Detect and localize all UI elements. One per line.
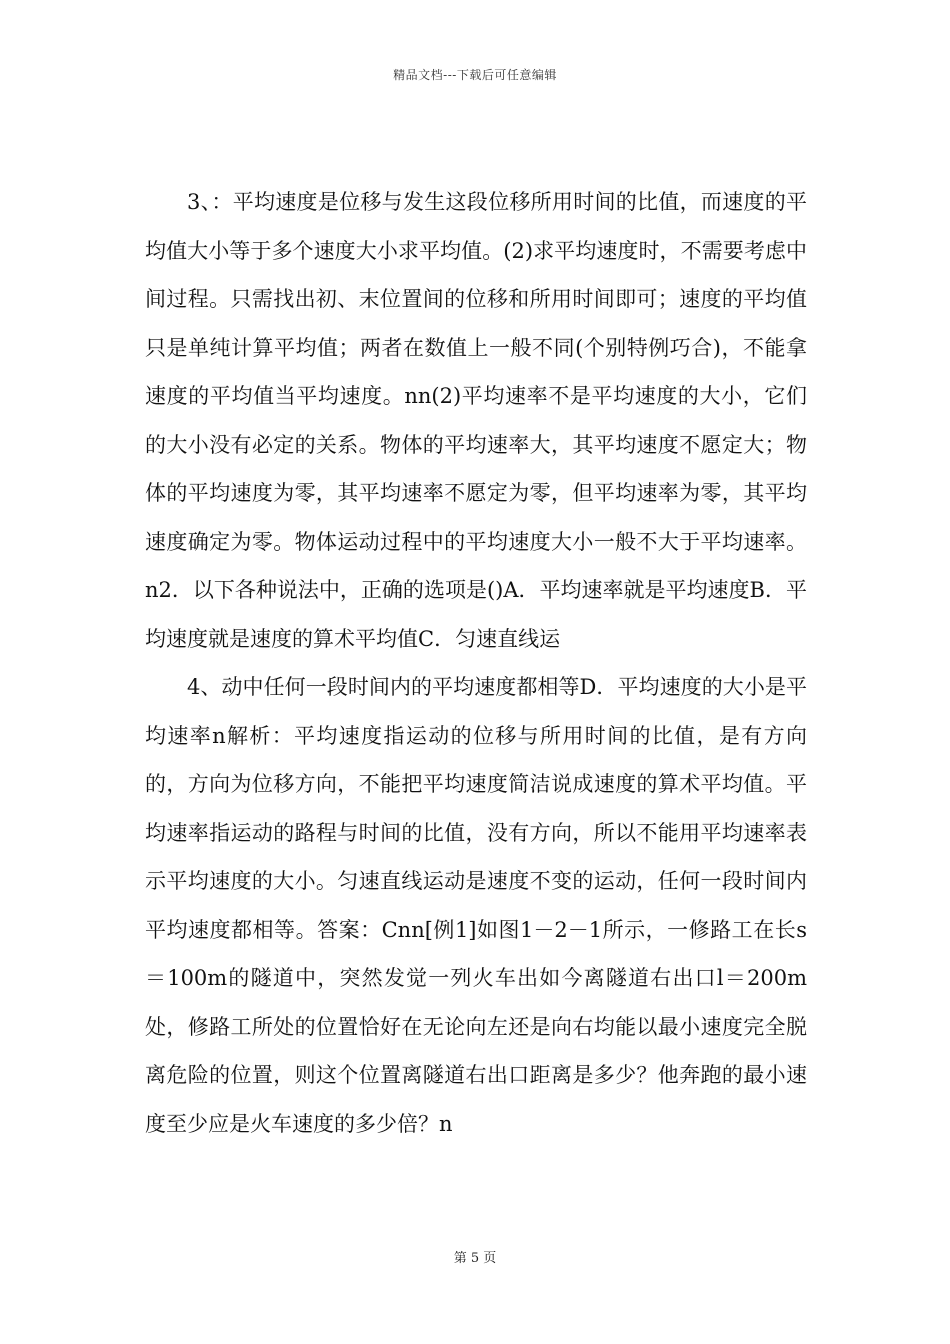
paragraph-4: 4、动中任何一段时间内的平均速度都相等D．平均速度的大小是平均速率n解析：平均速度指运动的位移与所用时间的比值，是有方向的，方向为位移方向，不能把平均速度简洁说成速度的算术平均值。平均速率指运动的路程与时间的比值，没有方向，所以不能用平均速率表示平均速度的大小。匀速直线运动是速度不变的运动，任何一段时间内平均速度都相等。答案：Cnn[例1]如图1－2－1所示，一修路工在长s＝100m的隧道中，突然发觉一列火车出如今离隧道右出口l＝200m处，修路工所处的位置恰好在无论向左还是向右均能以最小速度完全脱离危险的位置，则这个位置离隧道右出口距离是多少？他奔跑的最小速度至少应是火车速度的多少倍？n bbox=[145, 675, 807, 1136]
document-body bbox=[145, 178, 807, 1148]
page-number: 第 5 页 bbox=[453, 1251, 497, 1266]
paragraph-3: 3、：平均速度是位移与发生这段位移所用时间的比值，而速度的平均值大小等于多个速度大小求平均值。(2)求平均速度时，不需要考虑中间过程。只需找出初、末位置间的位移和所用时间即可；速度的平均值只是单纯计算平均值；两者在数值上一般不同(个别特例巧合)，不能拿速度的平均值当平均速度。nn(2)平均速率不是平均速度的大小，它们的大小没有必定的关系。物体的平均速率大，其平均速度不愿定大；物体的平均速度为零，其平均速率不愿定为零，但平均速率为零，其平均速度确定为零。物体运动过程中的平均速度大小一般不大于平均速率。n2．以下各种说法中，正确的选项是()A．平均速率就是平均速度B．平均速度就是速度的算术平均值C．匀速直线运 bbox=[145, 190, 807, 651]
page-header: 精品文档---下载后可任意编辑 bbox=[393, 68, 557, 82]
